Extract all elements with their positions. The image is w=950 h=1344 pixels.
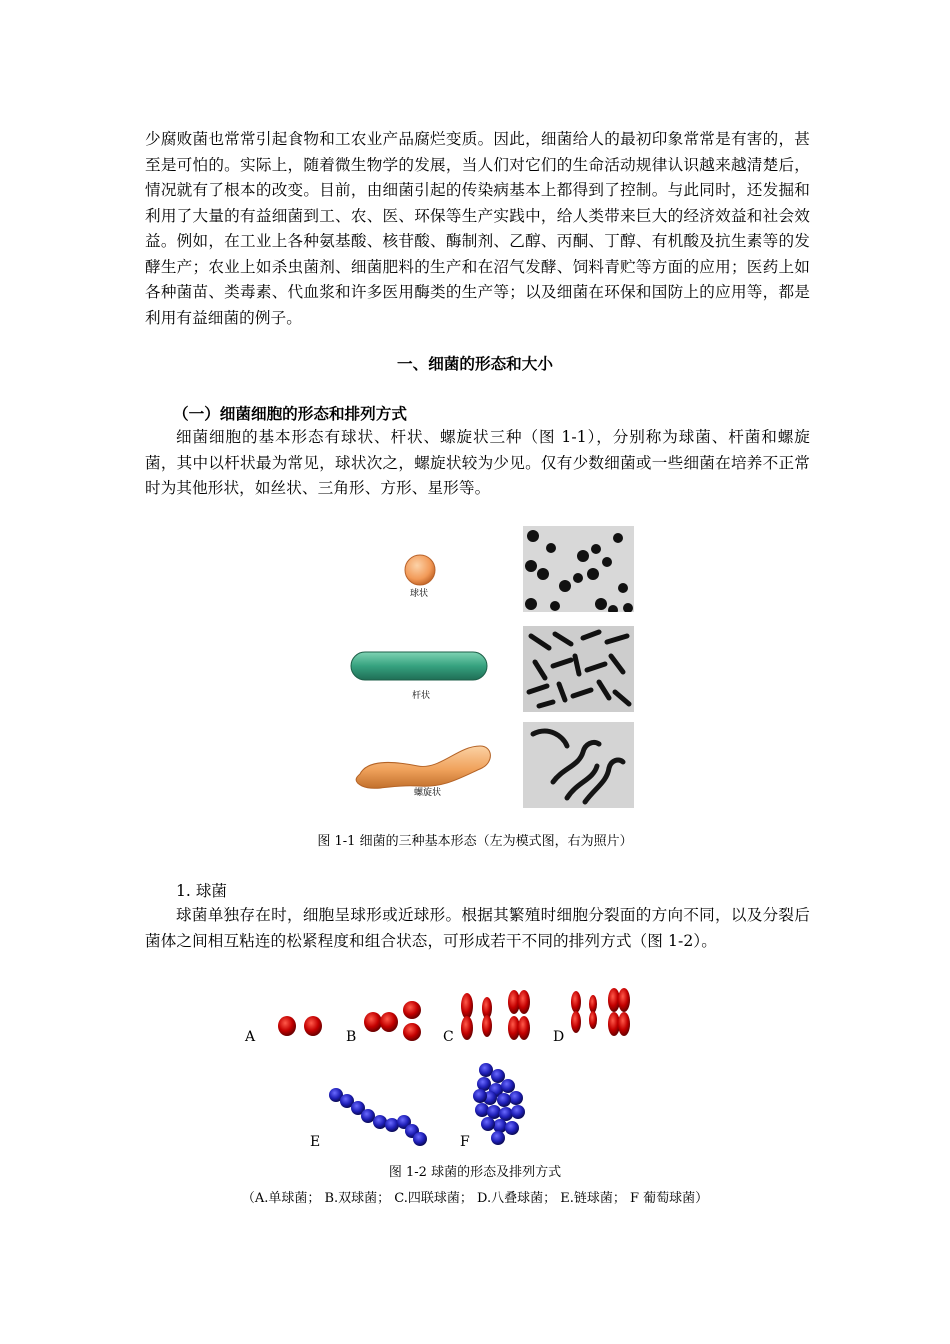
cocci-arrangement-diagram bbox=[236, 978, 656, 1153]
label-spiral: 螺旋状 bbox=[414, 788, 442, 798]
paragraph-shapes: 细菌细胞的基本形态有球状、杆状、螺旋状三种（图 1-1），分别称为球菌、杆菌和螺旋菌，其中以杆状最为常见，球状次之，螺旋状较为少见。仅有少数细菌或一些细菌在培养不正常时为其他形状，如丝状、三角形、方形、星形等。 bbox=[145, 428, 810, 497]
spirillum-photo bbox=[523, 722, 634, 808]
coccus-a2 bbox=[304, 1016, 322, 1036]
figure-1-1-caption: 图 1-1 细菌的三种基本形态（左为模式图，右为照片） bbox=[317, 834, 633, 849]
paragraph-intro: 少腐败菌也常常引起食物和工农业产品腐烂变质。因此，细菌给人的最初印象常常是有害的，甚至是可怕的。实际上，随着微生物学的发展，当人们对它们的生命活动规律认识越来越清楚后，情况就有了根本的改变。目前，由细菌引起的传染病基本上都得到了控制。与此同时，还发掘和利用了大量的有益细菌到工、农、医、环保等生产实践中，给人类带来巨大的经济效益和社会效益。例如，在工业上各种氨基酸、核苷酸、酶制剂、乙醇、丙酮、丁醇、有机酸及抗生素等的发酵生产；农业上如杀虫菌剂、细菌肥料的生产和在沼气发酵、饲料青贮等方面的应用；医药上如各种菌苗、类毒素、代血浆和许多医用酶类的生产等；以及细菌在环保和国防上的应用等，都是利用有益细菌的例子。 bbox=[145, 130, 810, 327]
label-rod: 杆状 bbox=[412, 691, 431, 701]
label-e: E bbox=[310, 1134, 321, 1150]
coccus-a1 bbox=[278, 1016, 296, 1036]
coccus-photo bbox=[523, 526, 634, 612]
figure-1-2-caption: 图 1-2 球菌的形态及排列方式 bbox=[388, 1165, 562, 1180]
subsection-heading: （一）细菌细胞的形态和排列方式 bbox=[173, 404, 407, 423]
label-b: B bbox=[346, 1029, 357, 1045]
label-c: C bbox=[443, 1029, 454, 1045]
label-sphere: 球状 bbox=[410, 589, 429, 599]
figure-1-2-legend: （A.单球菌； B.双球菌； C.四联球菌； D.八叠球菌； E.链球菌； F 葡萄球菌） bbox=[241, 1191, 709, 1206]
bacillus-photo bbox=[523, 626, 634, 712]
section-heading: 一、细菌的形态和大小 bbox=[397, 354, 553, 373]
label-f: F bbox=[460, 1134, 470, 1150]
bacillus-model-diagram bbox=[348, 646, 492, 686]
figure-1-1 bbox=[340, 522, 640, 812]
figure-1-2 bbox=[236, 978, 656, 1153]
cocci-heading: 1. 球菌 bbox=[176, 882, 228, 900]
paragraph-cocci: 球菌单独存在时，细胞呈球形或近球形。根据其繁殖时细胞分裂面的方向不同，以及分裂后菌体之间相互粘连的松紧程度和组合状态，可形成若干不同的排列方式（图 1-2）。 bbox=[145, 906, 810, 950]
label-d: D bbox=[553, 1029, 565, 1045]
label-a: A bbox=[245, 1029, 256, 1045]
